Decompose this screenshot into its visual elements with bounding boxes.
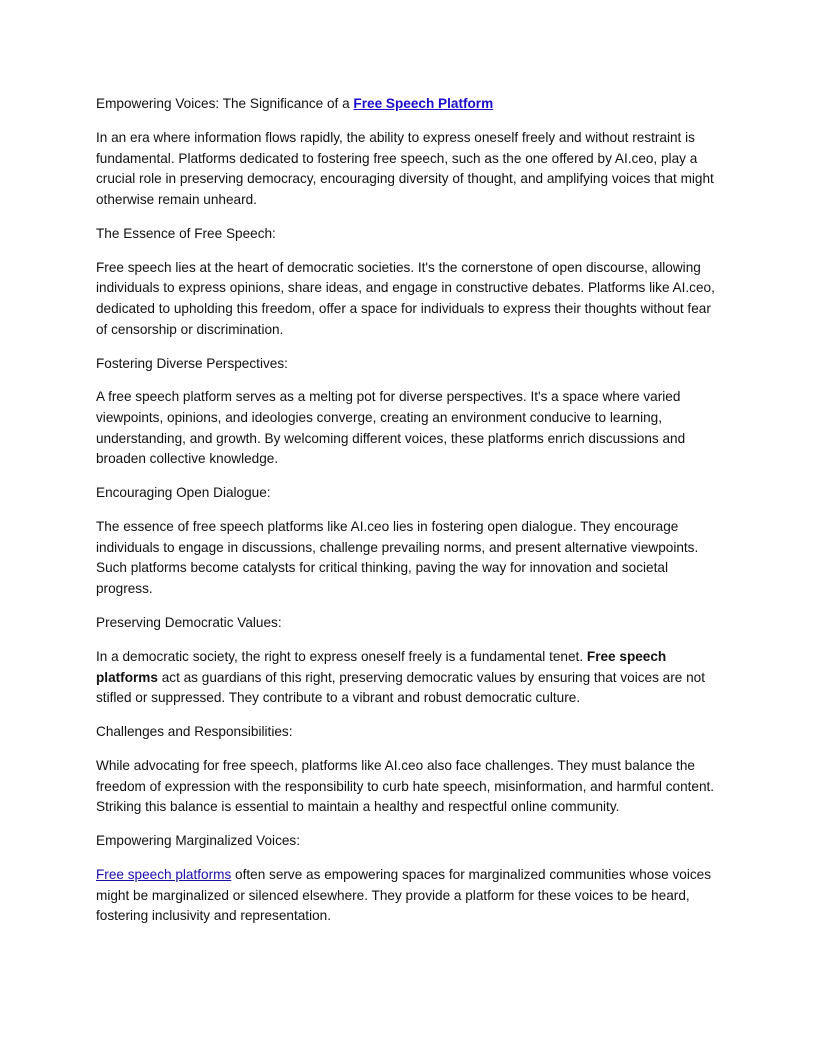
section-heading: The Essence of Free Speech: xyxy=(96,225,276,241)
section-body: A free speech platform serves as a melting pot for diverse perspectives. It's a space where varied viewpoints, opinions, and ideologies converge, creating an environment conducive to learning, understanding, and growth. By welcoming different voices, these platforms enrich discussions and broaden collective knowledge. xyxy=(96,389,686,467)
free-speech-platforms-link[interactable]: Free speech platforms xyxy=(96,867,232,883)
section-heading: Empowering Marginalized Voices: xyxy=(96,833,301,849)
section-heading: Challenges and Responsibilities: xyxy=(96,724,293,740)
body-text: In a democratic society, the right to express oneself freely is a fundamental tenet. xyxy=(96,648,587,664)
section-heading: Encouraging Open Dialogue: xyxy=(96,485,271,501)
section-heading: Fostering Diverse Perspectives: xyxy=(96,355,288,371)
section-body: The essence of free speech platforms like AI.ceo lies in fostering open dialogue. They encourage individuals to engage in discussions, challenge prevailing norms, and present alternative viewpoints. Such platforms become catalysts for critical thinking, paving the way for innovation and societal progress. xyxy=(96,519,699,597)
section-body: While advocating for free speech, platforms like AI.ceo also face challenges. They must balance the freedom of expression with the responsibility to curb hate speech, misinformation, and harmful content. Striking this balance is essential to maintain a healthy and respectful online community. xyxy=(96,758,715,815)
bold-phrase: Free speech platforms xyxy=(96,648,667,685)
section-body xyxy=(96,865,722,927)
body-text: act as guardians of this right, preserving democratic values by ensuring that voices are not stifled or suppressed. They contribute to a vibrant and robust democratic culture. xyxy=(96,669,705,706)
section-heading: Preserving Democratic Values: xyxy=(96,615,282,630)
free-speech-platform-link[interactable]: Free Speech Platform xyxy=(353,96,494,111)
document-page xyxy=(96,94,722,940)
intro-paragraph: In an era where information flows rapidly, the ability to express oneself freely and without restraint is fundamental. Platforms dedicated to fostering free speech, such as the one offered by AI.ceo, play a crucial role in preserving democracy, encouraging diversity of thought, and amplifying voices that might otherwise remain unheard. xyxy=(96,129,714,207)
section-body xyxy=(96,647,722,709)
section-body: Free speech lies at the heart of democratic societies. It's the cornerstone of open discourse, allowing individuals to express opinions, share ideas, and engage in constructive debates. Platforms like AI.ceo, dedicated to upholding this freedom, offer a space for individuals to express their thoughts without fear of censorship or discrimination. xyxy=(96,259,715,337)
document-title xyxy=(96,94,722,115)
title-prefix: Empowering Voices: The Significance of a xyxy=(96,96,354,111)
body-text: often serve as empowering spaces for marginalized communities whose voices might be marginalized or silenced elsewhere. They provide a platform for these voices to be heard, fostering inclusivity and representation. xyxy=(96,867,712,924)
